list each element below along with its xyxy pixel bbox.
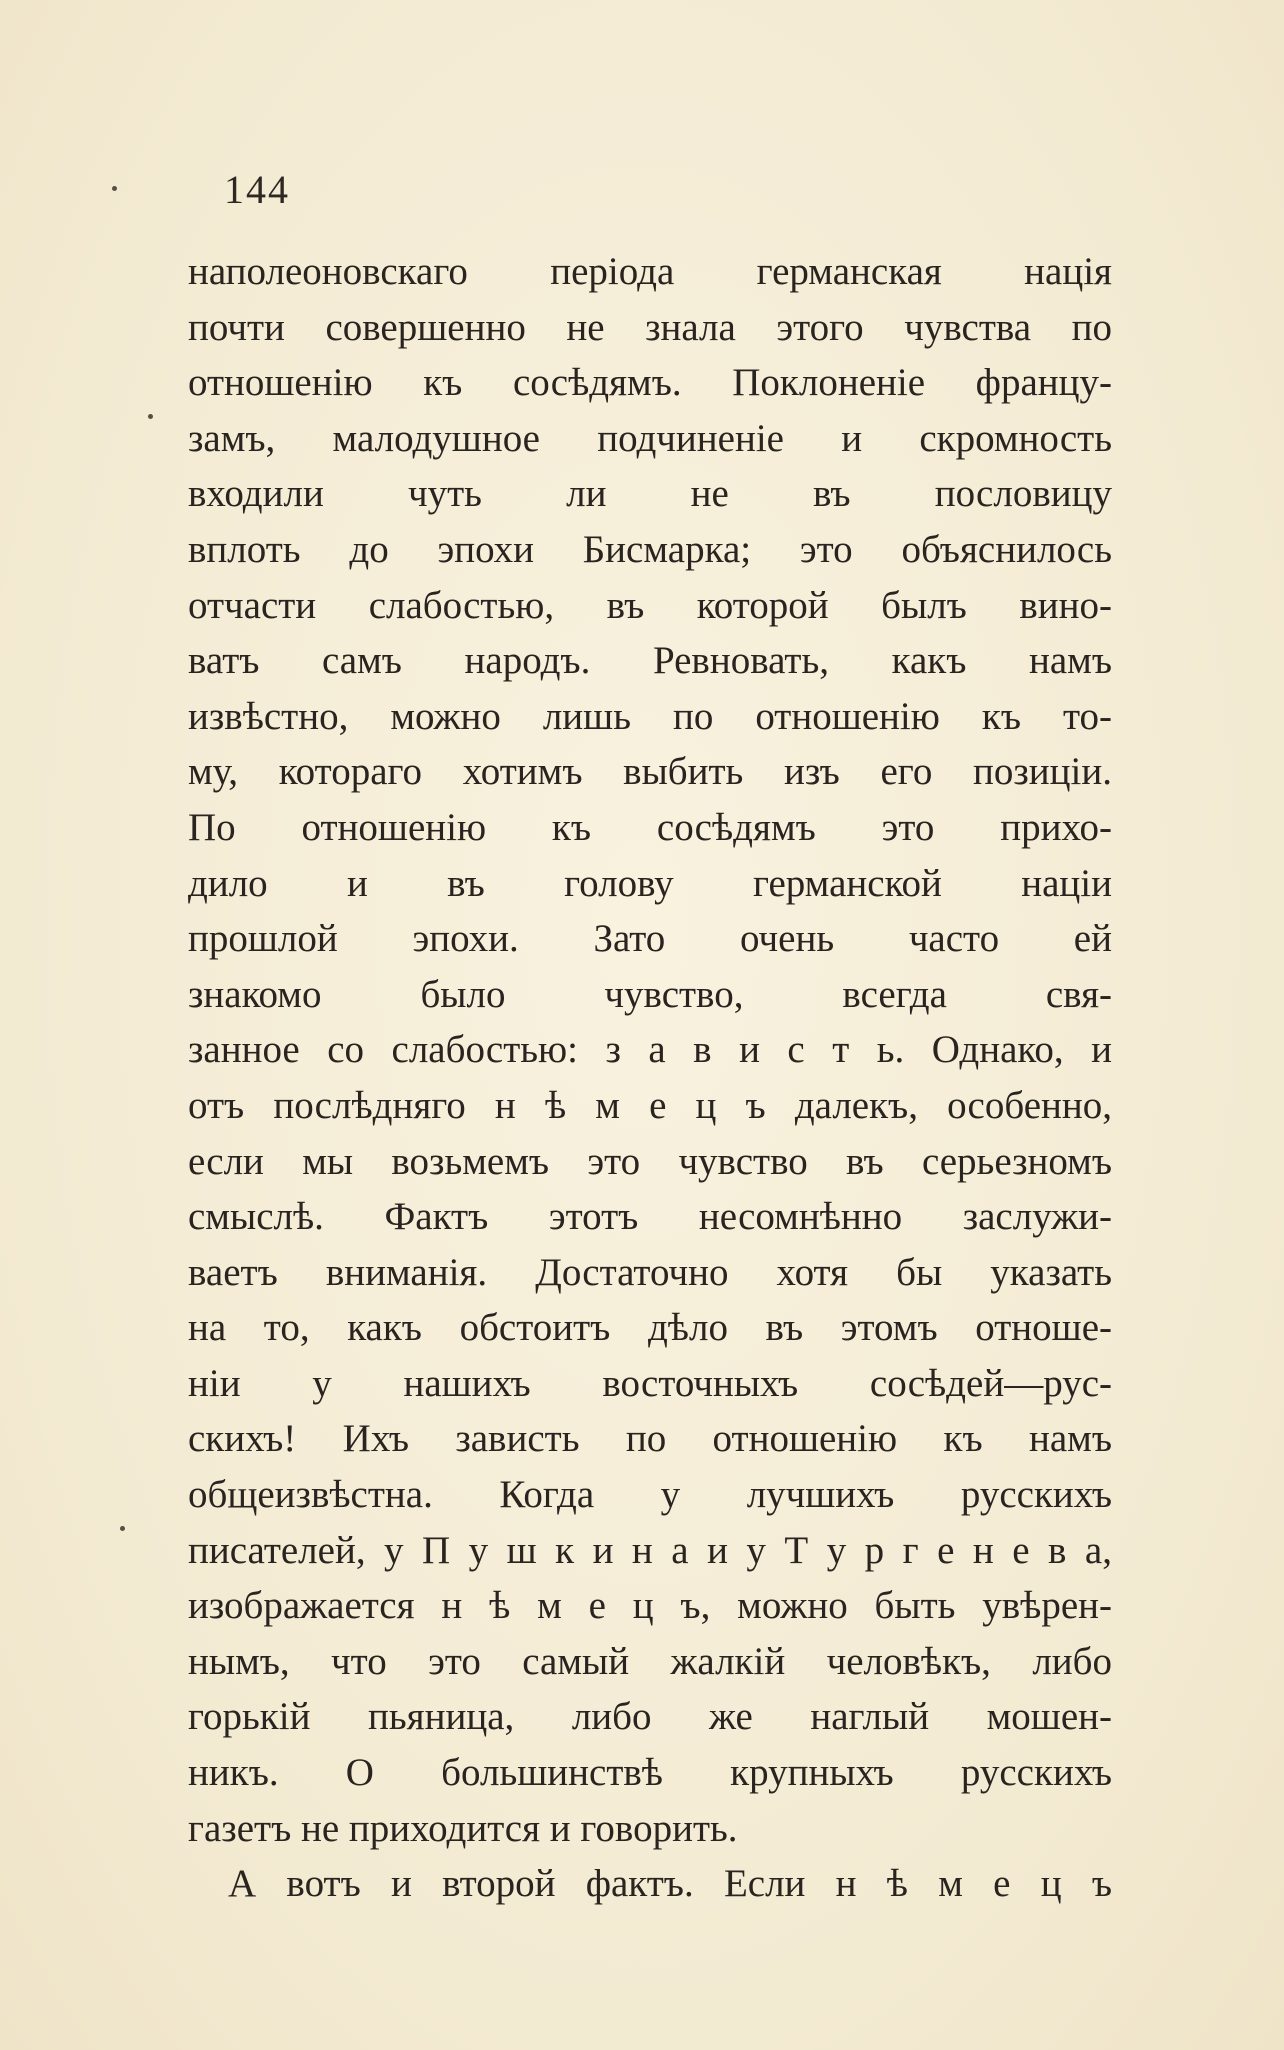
text-line: прошлой эпохи. Зато очень часто ей — [188, 917, 1112, 961]
text-line: изображается н ѣ м е ц ъ, можно быть увѣрен- — [188, 1584, 1112, 1628]
text-line: наполеоновскаго періода германская нація — [188, 250, 1112, 293]
page-number: 144 — [224, 167, 290, 212]
text-line: ваетъ вниманія. Достаточно хотя бы указать — [188, 1250, 1112, 1294]
text-line: если мы возьмемъ это чувство въ серьезномъ — [188, 1139, 1112, 1183]
text-line: писателей, у П у ш к и н а и у Т у р г е н е в а, — [188, 1528, 1112, 1572]
ink-speck — [112, 186, 117, 191]
text-line: входили чуть ли не въ пословицу — [188, 472, 1112, 516]
text-line: никъ. О большинствѣ крупныхъ русскихъ — [188, 1751, 1112, 1795]
text-line: скихъ! Ихъ зависть по отношенію къ намъ — [188, 1417, 1112, 1461]
text-line: извѣстно, можно лишь по отношенію къ то- — [188, 694, 1112, 738]
text-line: вплоть до эпохи Бисмарка; это объяснилось — [188, 527, 1112, 571]
text-line: му, котораго хотимъ выбить изъ его позиціи. — [188, 750, 1112, 794]
text-line: знакомо было чувство, всегда свя- — [188, 972, 1112, 1016]
text-line: замъ, малодушное подчиненіе и скромность — [188, 416, 1112, 460]
text-line: дило и въ голову германской націи — [188, 861, 1112, 905]
text-line: отъ послѣдняго н ѣ м е ц ъ далекъ, особенно, — [188, 1083, 1112, 1127]
text-line: ніи у нашихъ восточныхъ сосѣдей—рус- — [188, 1361, 1112, 1405]
text-line: ватъ самъ народъ. Ревновать, какъ намъ — [188, 639, 1112, 683]
text-line: горькій пьяница, либо же наглый мошен- — [188, 1695, 1112, 1739]
text-line: смыслѣ. Фактъ этотъ несомнѣнно заслужи- — [188, 1195, 1112, 1239]
ink-speck — [148, 414, 153, 419]
text-line: на то, какъ обстоитъ дѣло въ этомъ отноше- — [188, 1306, 1112, 1350]
body-text — [188, 244, 1112, 1912]
text-line: По отношенію къ сосѣдямъ это прихо- — [188, 805, 1112, 849]
text-line: почти совершенно не знала этого чувства по — [188, 305, 1112, 349]
text-line: отношенію къ сосѣдямъ. Поклоненіе францу- — [188, 361, 1112, 405]
text-line: А вотъ и второй фактъ. Если н ѣ м е ц ъ — [228, 1862, 1112, 1906]
text-line: газетъ не приходится и говорить. — [188, 1806, 738, 1850]
text-line: занное со слабостью: з а в и с т ь. Однако, и — [188, 1028, 1112, 1072]
ink-speck — [120, 1526, 125, 1531]
text-line: общеизвѣстна. Когда у лучшихъ русскихъ — [188, 1473, 1112, 1517]
text-line: отчасти слабостью, въ которой былъ вино- — [188, 583, 1112, 627]
text-line: нымъ, что это самый жалкій человѣкъ, либо — [188, 1639, 1112, 1683]
